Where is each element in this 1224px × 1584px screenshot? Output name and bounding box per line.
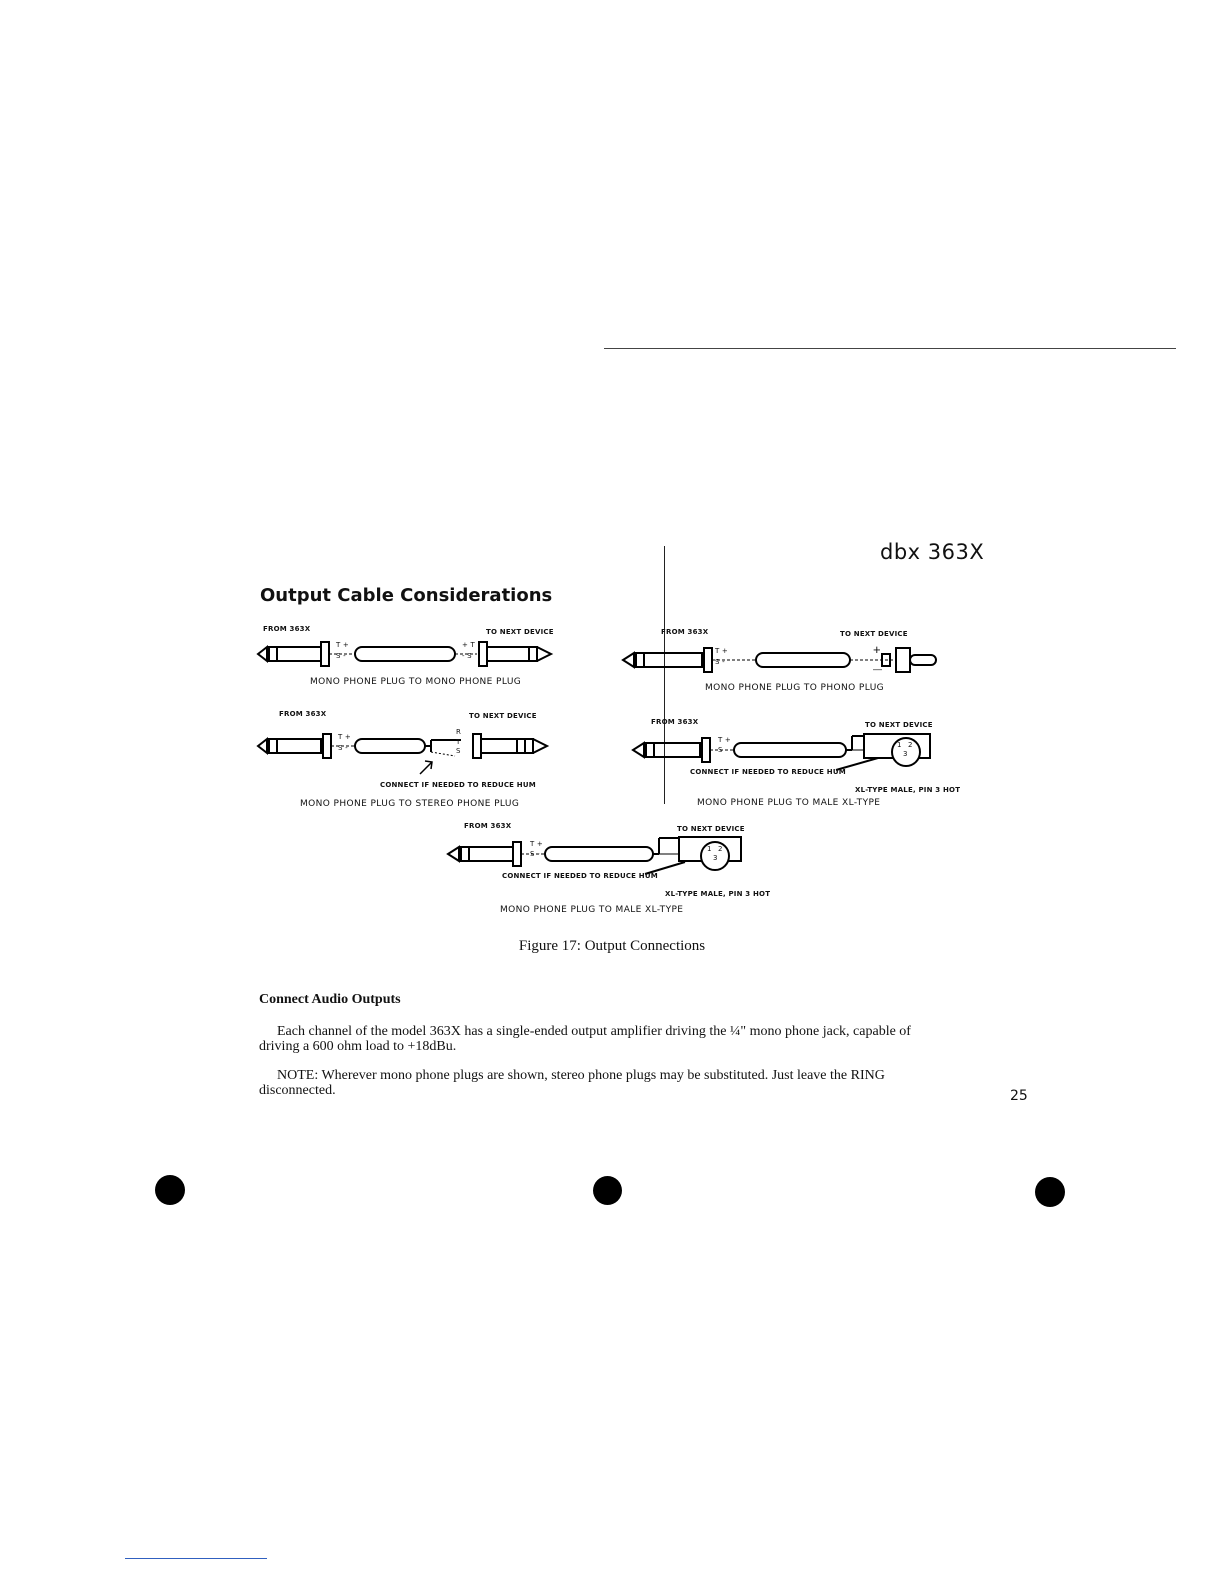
- diagram2-sleeve-label: S -: [338, 744, 348, 752]
- diagram2-cable-drawing: [255, 730, 565, 760]
- binding-hole-center: [593, 1176, 622, 1205]
- diagram5-caption: MONO PHONE PLUG TO MALE XL-TYPE: [500, 905, 684, 915]
- diagram5-to-label: TO NEXT DEVICE: [677, 825, 745, 833]
- diagram2-caption: MONO PHONE PLUG TO STEREO PHONE PLUG: [300, 799, 520, 809]
- diagram3-caption: MONO PHONE PLUG TO PHONO PLUG: [705, 683, 885, 693]
- diagram2-arrow-icon: [418, 758, 438, 776]
- diagram4-sleeve-label: S -: [718, 746, 728, 754]
- diagram3-plus-label: +: [873, 642, 881, 657]
- diagram1-far-sleeve-label: - S: [462, 652, 472, 660]
- diagram5-xl-note: XL-TYPE MALE, PIN 3 HOT: [665, 890, 771, 898]
- diagram1-tip-label: T +: [336, 641, 349, 649]
- diagram5-tip-label: T +: [530, 840, 543, 848]
- diagram1-to-label: TO NEXT DEVICE: [486, 628, 554, 636]
- top-rule: [604, 348, 1176, 349]
- diagram4-xl-note: XL-TYPE MALE, PIN 3 HOT: [855, 786, 961, 794]
- figure-caption: Figure 17: Output Connections: [518, 938, 706, 954]
- diagram1-caption: MONO PHONE PLUG TO MONO PHONE PLUG: [310, 677, 522, 687]
- diagram4-note: CONNECT IF NEEDED TO REDUCE HUM: [690, 768, 846, 776]
- diagram4-pin3: 3: [903, 750, 908, 758]
- body-heading: Connect Audio Outputs: [259, 992, 401, 1007]
- diagram3-from-label: FROM 363X: [661, 628, 709, 636]
- diagram3-tip-label: T +: [715, 647, 728, 655]
- diagram5-pin1: 1: [707, 845, 712, 853]
- diagram2-far-sleeve-label: S: [456, 747, 461, 755]
- diagram5-pin2: 2: [718, 845, 723, 853]
- diagram4-to-label: TO NEXT DEVICE: [865, 721, 933, 729]
- diagram4-caption: MONO PHONE PLUG TO MALE XL-TYPE: [697, 798, 881, 808]
- binding-hole-left: [155, 1175, 185, 1205]
- diagram5-from-label: FROM 363X: [464, 822, 512, 830]
- diagram2-far-tip-label: T: [456, 738, 461, 746]
- diagram1-sleeve-label: S -: [336, 652, 346, 660]
- diagram1-cable-drawing: [255, 638, 565, 668]
- diagram2-tip-label: T +: [338, 733, 351, 741]
- diagram3-sleeve-label: S -: [715, 658, 725, 666]
- diagram5-pin3: 3: [713, 854, 718, 862]
- diagram4-from-label: FROM 363X: [651, 718, 699, 726]
- diagram3-cable-drawing: [620, 644, 950, 674]
- diagram5-note: CONNECT IF NEEDED TO REDUCE HUM: [502, 872, 658, 880]
- diagram1-from-label: FROM 363X: [263, 625, 311, 633]
- body-paragraph-2: NOTE: Wherever mono phone plugs are shown, stereo phone plugs may be substituted. Just leave the RING disconnected.: [259, 1068, 885, 1098]
- binding-hole-right: [1035, 1177, 1065, 1207]
- page-number: 25: [1010, 1088, 1028, 1104]
- diagram4-pin1: 1: [897, 741, 902, 749]
- diagram3-to-label: TO NEXT DEVICE: [840, 630, 908, 638]
- diagram1-far-tip-label: + T: [462, 641, 475, 649]
- diagram2-to-label: TO NEXT DEVICE: [469, 712, 537, 720]
- diagram2-note: CONNECT IF NEEDED TO REDUCE HUM: [380, 781, 536, 789]
- diagram2-from-label: FROM 363X: [279, 710, 327, 718]
- footer-rule: [125, 1558, 267, 1559]
- diagram3-minus-label: —: [873, 664, 882, 674]
- brand-title: dbx 363X: [880, 540, 985, 564]
- body-paragraph-1: Each channel of the model 363X has a single-ended output amplifier driving the ¼" mono phone jack, capable of driving a 600 ohm load to +18dBu.: [259, 1024, 911, 1054]
- diagram4-tip-label: T +: [718, 736, 731, 744]
- diagram4-pin2: 2: [908, 741, 913, 749]
- diagram5-sleeve-label: S -: [530, 850, 540, 858]
- section-title: Output Cable Considerations: [260, 585, 553, 606]
- diagram2-ring-label: R: [456, 728, 462, 736]
